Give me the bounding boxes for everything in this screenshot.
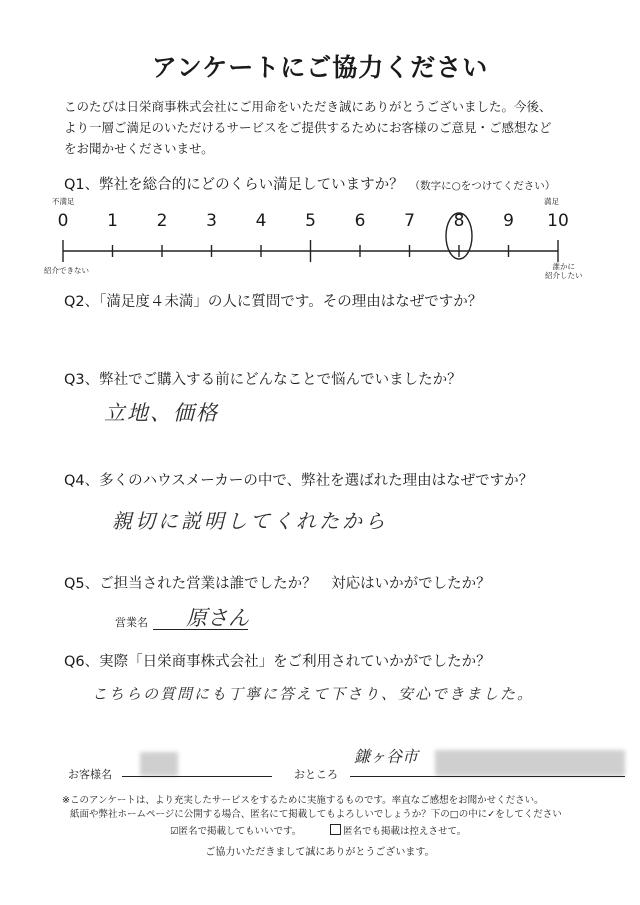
option-anon-ng-label: 匿名でも掲載は控えさせて。 xyxy=(343,826,467,837)
sales-underline xyxy=(153,629,248,630)
question-2: Q2、「満足度４未満」の人に質問です。その理由はなぜですか？ xyxy=(64,294,483,310)
customer-name-label: お客様名 xyxy=(68,768,112,781)
question-1-hint: （数字に○をつけてください） xyxy=(409,180,556,192)
address-underline xyxy=(350,776,625,777)
scale-number-9[interactable]: 9 xyxy=(503,211,514,231)
scale-number-5[interactable]: 5 xyxy=(305,211,316,231)
question-4-answer: 親切に説明してくれたから xyxy=(112,509,388,533)
redacted-name xyxy=(140,752,178,776)
scale-left-top-label: 不満足 xyxy=(52,197,75,206)
redacted-address xyxy=(435,750,625,776)
option-anon-ng[interactable] xyxy=(330,823,466,837)
note-line: 紙面や弊社ホームページに公開する場合、匿名にて掲載してもよろしいでしょうか？下の□の中に✓をしてください xyxy=(70,809,562,820)
scale-number-2[interactable]: 2 xyxy=(156,211,168,231)
address-label: おところ xyxy=(294,768,338,781)
question-3-answer: 立地、価格 xyxy=(104,401,219,425)
option-anon-ok[interactable] xyxy=(170,823,301,837)
customer-name-underline xyxy=(122,776,272,777)
scale-number-10[interactable]: 10 xyxy=(547,211,569,231)
note-line: ※このアンケートは、より充実したサービスをするために実施するものです。率直なご感想をお聞かせください。 xyxy=(62,795,544,806)
scale-number-4[interactable]: 4 xyxy=(255,211,267,231)
notes xyxy=(62,794,582,822)
scale-number-1[interactable]: 1 xyxy=(107,211,118,231)
question-4: Q4、多くのハウスメーカーの中で、弊社を選ばれた理由はなぜですか？ xyxy=(64,473,534,489)
sales-name: 原さん xyxy=(186,606,249,630)
question-5: Q5、ご担当された営業は誰でしたか？ 対応はいかがでしたか？ xyxy=(64,576,491,592)
scale-right-top-label: 満足 xyxy=(544,197,559,206)
option-anon-ok-label: 匿名で掲載してもいいです。 xyxy=(178,826,302,837)
address-value: 鎌ヶ谷市 xyxy=(354,747,419,766)
question-1-text: Q1、弊社を総合的にどのくらい満足していますか？ xyxy=(64,177,404,193)
question-6-answer: こちらの質問にも丁寧に答えて下さり、安心できました。 xyxy=(92,685,535,703)
intro-line: このたびは日栄商事株式会社にご用命をいただき誠にありがとうございました。今後、 xyxy=(64,99,552,114)
scale-number-3[interactable]: 3 xyxy=(206,211,217,231)
checkbox-checked-icon[interactable]: ☑ xyxy=(170,826,179,837)
question-3: Q3、弊社でご購入する前にどんなことで悩んでいましたか？ xyxy=(64,372,462,388)
page-title: アンケートにご協力ください xyxy=(151,53,489,82)
checkbox-empty-icon[interactable] xyxy=(330,824,341,835)
scale-line xyxy=(0,0,640,300)
scale-right-bottom-label: 誰かに 紹介したい xyxy=(545,262,583,280)
scale-number-0[interactable]: 0 xyxy=(57,211,69,231)
scale-number-8[interactable]: 8 xyxy=(453,211,465,231)
sales-label: 営業名 xyxy=(115,616,148,629)
intro-line: をお聞かせくださいませ。 xyxy=(64,141,214,156)
scale-number-6[interactable]: 6 xyxy=(354,211,366,231)
thanks-text: ご協力いただきまして誠にありがとうございます。 xyxy=(205,847,435,858)
scale-left-bottom-label: 紹介できない xyxy=(44,266,89,275)
scale-number-7[interactable]: 7 xyxy=(404,211,415,231)
intro-line: より一層ご満足のいただけるサービスをご提供するためにお客様のご意見・ご感想など xyxy=(64,120,552,135)
question-6: Q6、実際「日栄商事株式会社」をご利用されていかがでしたか？ xyxy=(64,654,491,670)
